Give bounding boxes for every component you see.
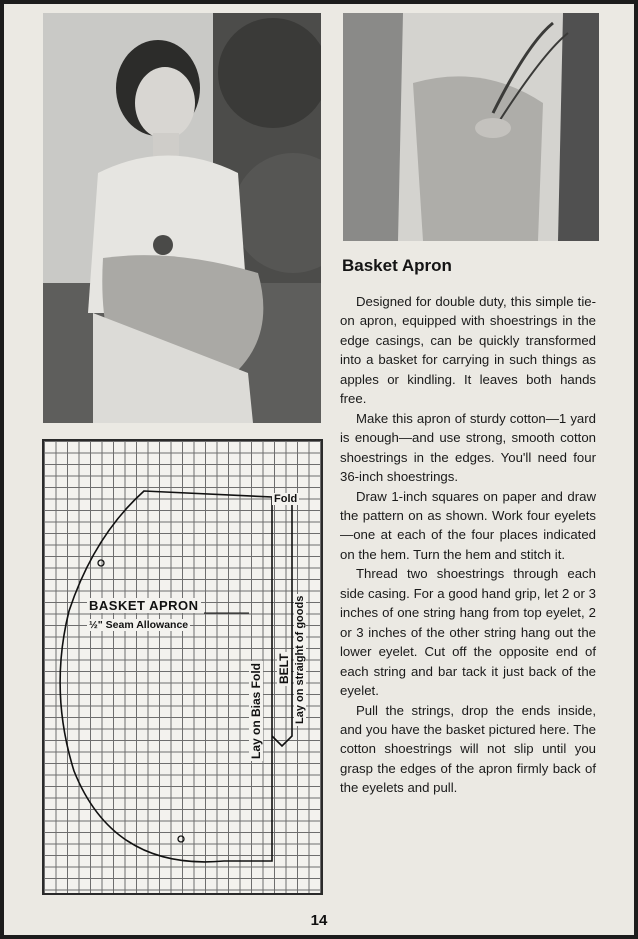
apron-basket-photo — [343, 13, 599, 241]
bias-fold-label: Lay on Bias Fold — [249, 662, 263, 759]
woman-apples-photo — [43, 13, 321, 423]
paragraph-1: Designed for double duty, this simple tie-on apron, equipped with shoestrings in the edge casings, can be quickly transformed into a basket for carrying in such things as apples or kindling. It leaves both hands free. — [340, 294, 596, 407]
paragraph-2: Make this apron of sturdy cotton—1 yard is enough—and use strong, smooth cotton shoestrings in the edges. You'll need four 36-inch shoestrings. — [340, 410, 596, 485]
article-body — [340, 292, 596, 798]
seam-allowance-label: ½" Seam Allowance — [89, 619, 189, 631]
paragraph-5: Pull the strings, drop the ends inside, and you have the basket pictured here. The cotton shoestrings will not slip until you grasp the edges of the apron firmly back of the eyelets and pull. — [340, 702, 596, 796]
document-page — [4, 4, 634, 935]
fold-label: Fold — [274, 493, 298, 505]
diagram-title: BASKET APRON — [89, 598, 199, 613]
pattern-diagram — [42, 439, 323, 895]
apron-basket-illustration — [343, 13, 599, 241]
woman-apples-illustration — [43, 13, 321, 423]
page-number: 14 — [310, 912, 328, 929]
paragraph-4: Thread two shoestrings through each side casing. For a good hand grip, let 2 or 3 inches of one string hang from top eyelet, 2 or 3 inches of the other string hang out the lower eyelet. Cut off the opposite end of each string and bar tack it just back of the eyelet. — [340, 566, 596, 699]
article-heading: Basket Apron — [342, 256, 452, 275]
belt-label: BELT — [277, 653, 291, 684]
paragraph-3: Draw 1-inch squares on paper and draw the pattern on as shown. Work four eyelets—one at each of the four places indicated on the hem. Turn the hem and stitch it. — [340, 488, 596, 562]
grain-label: Lay on straight of goods — [294, 595, 306, 724]
